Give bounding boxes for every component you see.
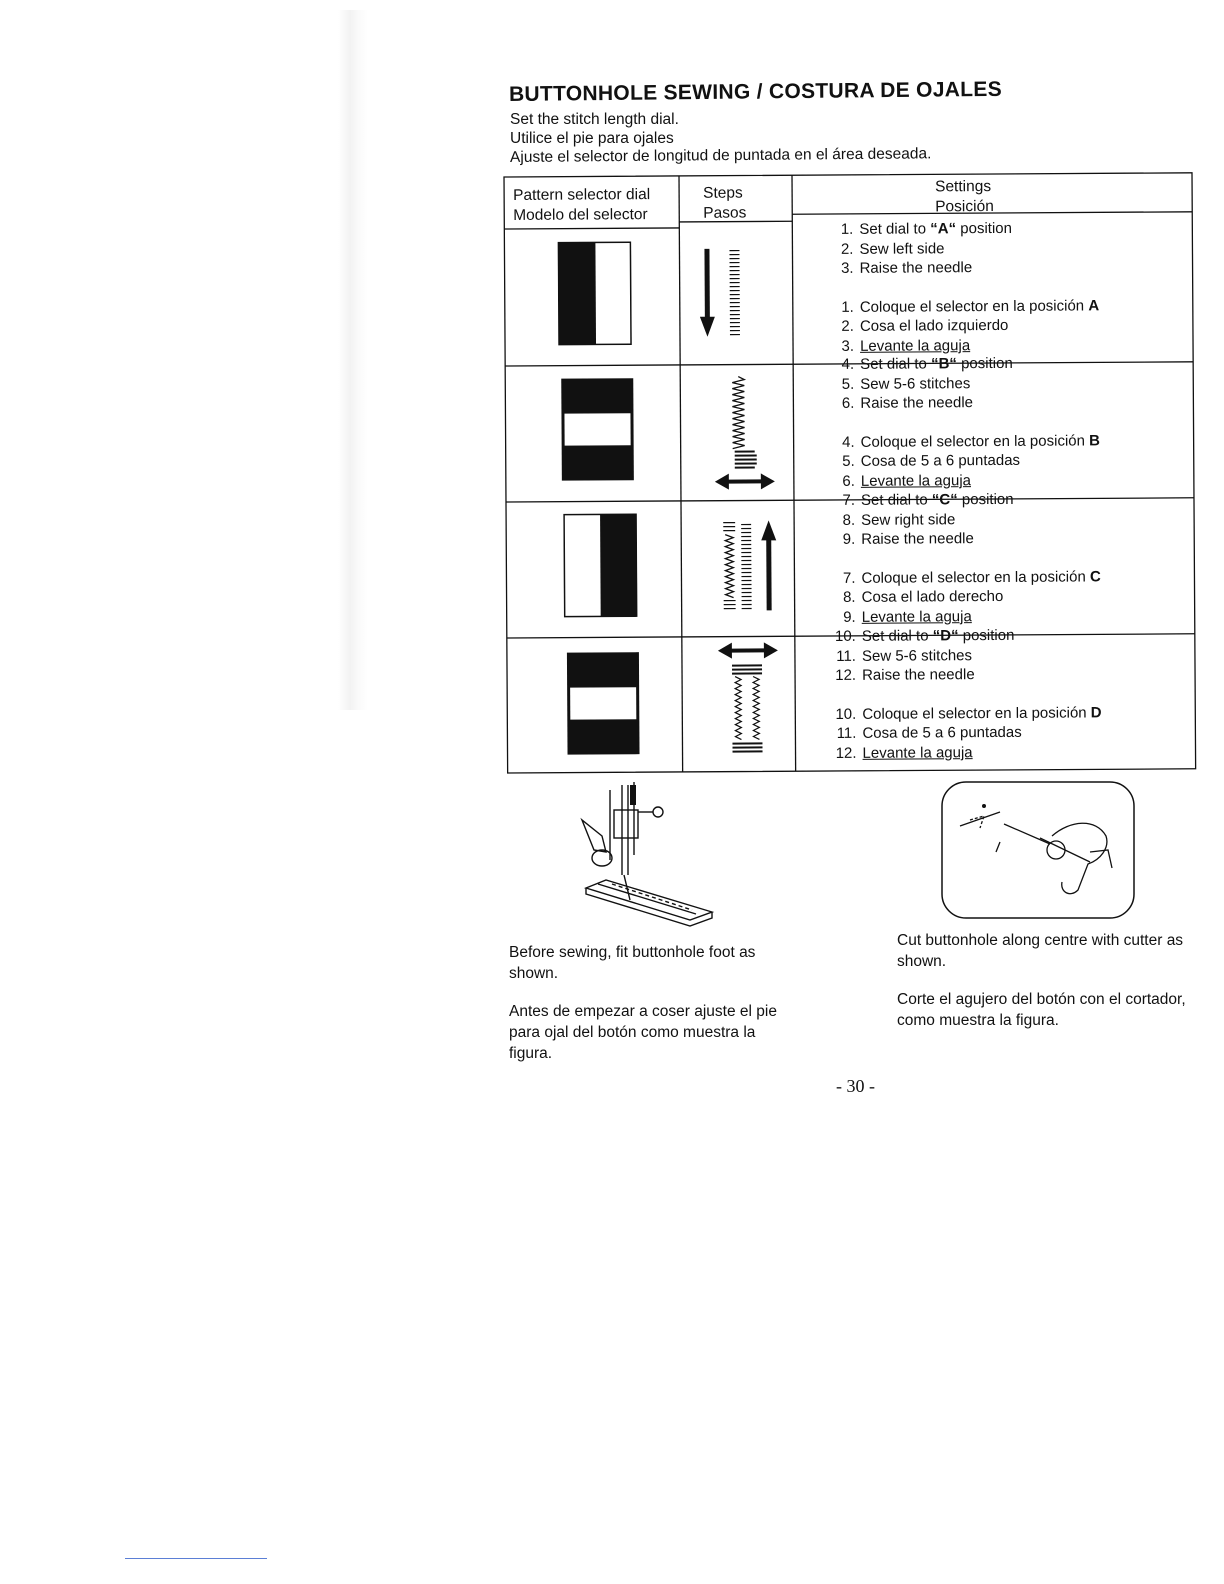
setting-step: 12. Levante la aguja	[835, 744, 973, 762]
setting-step: 7. Set dial to “C“ position	[842, 490, 1014, 509]
intro-line: Ajuste el selector de longitud de puntada en el área deseada.	[509, 145, 932, 166]
settings-es-list	[833, 431, 1101, 491]
caption-en: Before sewing, fit buttonhole foot as shown.	[509, 944, 756, 982]
settings-en-list	[834, 625, 1102, 685]
setting-step: 5. Sew 5-6 stitches	[841, 374, 971, 393]
settings-en-list	[831, 218, 1099, 278]
settings-row-2	[832, 353, 1100, 491]
buttonhole-foot-illustration	[572, 780, 722, 940]
setting-step: 3. Raise the needle	[841, 259, 973, 278]
header-steps: Steps Pasos	[703, 184, 747, 222]
setting-step: 8. Sew right side	[842, 510, 956, 529]
setting-step: 2. Sew left side	[840, 239, 945, 258]
stitch-right-side-up-arrow-icon	[723, 520, 784, 616]
foot-caption	[509, 942, 799, 1064]
setting-step: 4. Coloque el selector en la posición B	[842, 432, 1101, 451]
setting-step: 10. Coloque el selector en la posición D	[835, 704, 1102, 723]
buttonhole-pattern-a-icon	[557, 241, 632, 345]
buttonhole-pattern-d-icon	[566, 651, 641, 755]
settings-es-list	[832, 296, 1100, 356]
setting-step: 11. Sew 5-6 stitches	[836, 646, 973, 665]
intro-line: Set the stitch length dial.	[510, 111, 679, 128]
caption-es: Corte el agujero del botón con el cortador, como muestra la figura.	[897, 991, 1186, 1029]
cutter-caption	[897, 930, 1197, 1031]
buttonhole-pattern-b-icon	[560, 377, 635, 481]
setting-step: 11. Cosa de 5 a 6 puntadas	[836, 724, 1022, 743]
setting-step: 10. Set dial to “D“ position	[834, 626, 1015, 645]
header-pattern-selector: Pattern selector dial Modelo del selector	[513, 186, 651, 224]
seam-ripper-cutting-illustration	[940, 780, 1136, 922]
setting-step: 7. Coloque el selector en la posición C	[842, 568, 1101, 587]
setting-step: 1. Coloque el selector en la posición A	[841, 297, 1100, 316]
setting-step: 12. Raise the needle	[835, 666, 975, 685]
setting-step: 5. Cosa de 5 a 6 puntadas	[842, 452, 1021, 471]
setting-step: 4. Set dial to “B“ position	[841, 354, 1013, 373]
setting-step: 1. Set dial to “A“ position	[840, 219, 1012, 238]
stitch-final-bartack-double-arrow-icon	[718, 640, 783, 764]
setting-step: 8. Cosa el lado derecho	[843, 588, 1004, 607]
caption-en: Cut buttonhole along centre with cutter as shown.	[897, 932, 1184, 970]
setting-step: 9. Raise the needle	[842, 530, 974, 549]
page-title: BUTTONHOLE SEWING / COSTURA DE OJALES	[508, 77, 1003, 106]
buttonhole-steps-table	[503, 172, 1197, 774]
settings-row-1	[831, 218, 1099, 356]
settings-es-list	[833, 567, 1101, 627]
footer-rule	[125, 1558, 267, 1559]
intro-line: Utilice el pie para ojales	[510, 130, 674, 147]
scan-shadow	[338, 10, 368, 710]
settings-es-list	[834, 703, 1102, 763]
setting-step: 2. Cosa el lado izquierdo	[841, 317, 1009, 336]
page-number: - 30 -	[836, 1076, 875, 1096]
setting-step: 3. Levante la aguja	[841, 337, 971, 355]
intro-text	[510, 110, 931, 167]
header-settings: Settings Posición	[935, 178, 994, 216]
stitch-bartack-double-arrow-icon	[714, 374, 779, 492]
settings-row-4	[834, 625, 1102, 763]
buttonhole-pattern-c-icon	[563, 513, 638, 617]
setting-step: 6. Raise the needle	[841, 394, 974, 413]
setting-step: 9. Levante la aguja	[843, 608, 972, 626]
setting-step: 6. Levante la aguja	[842, 472, 972, 490]
settings-en-list	[833, 489, 1101, 549]
settings-en-list	[832, 353, 1100, 413]
settings-row-3	[833, 489, 1101, 627]
stitch-left-side-down-arrow-icon	[699, 248, 750, 348]
caption-es: Antes de empezar a coser ajuste el pie para ojal del botón como muestra la figura.	[509, 1003, 777, 1062]
